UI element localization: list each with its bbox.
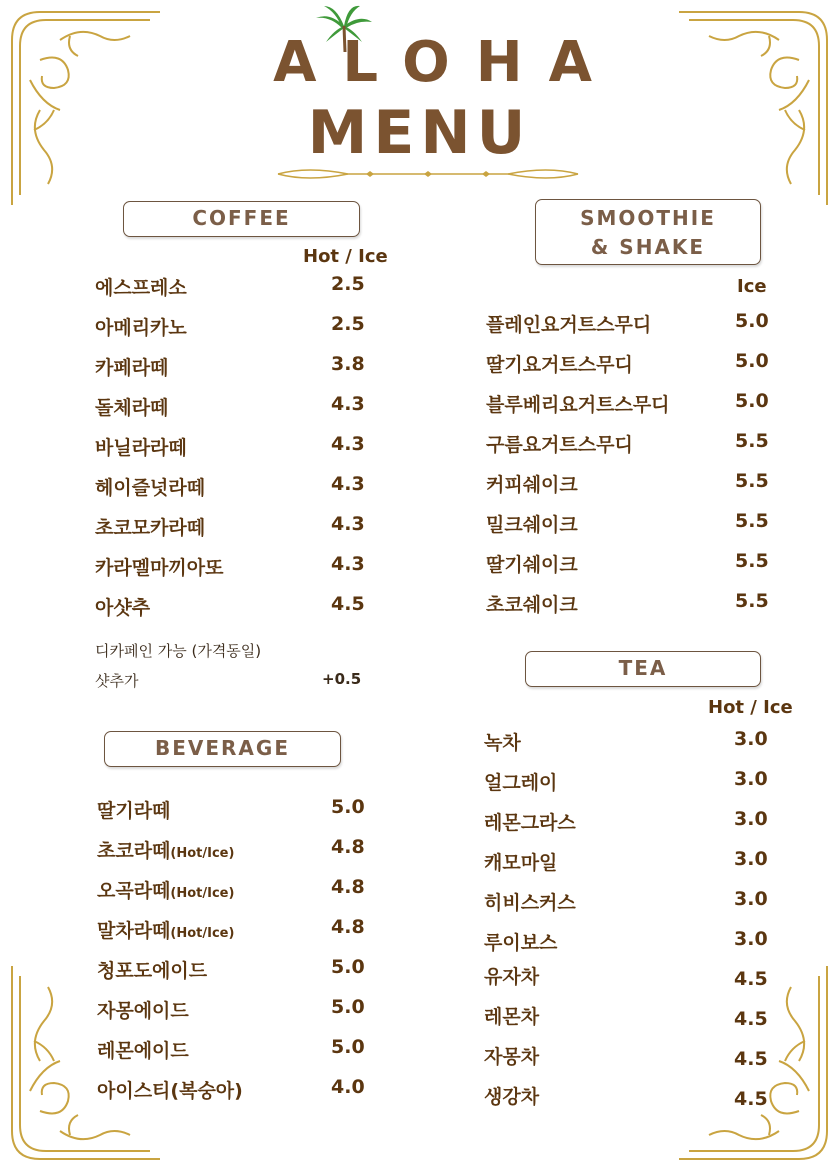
menu-item-name [484, 728, 521, 755]
menu-item-name [95, 313, 187, 340]
menu-item-name [484, 1042, 539, 1069]
menu-item-name-text: 레몬에이드 [97, 1040, 189, 1062]
menu-item-name-text: 초코쉐이크 [486, 594, 578, 616]
menu-item-name-text: 녹차 [484, 732, 521, 754]
menu-item-price: 5.5 [735, 550, 769, 572]
menu-item-temp-note: (Hot/Ice) [170, 926, 235, 941]
menu-item-name-text: 자몽차 [484, 1046, 540, 1068]
coffee-section-header: COFFEE [123, 201, 360, 237]
menu-item-name [95, 433, 187, 460]
menu-item-name [97, 1036, 189, 1063]
menu-item-price: 3.0 [734, 928, 768, 950]
menu-item-name [97, 956, 207, 983]
menu-item [97, 836, 391, 866]
menu-item-name-text: 플레인요거트스무디 [486, 314, 652, 336]
menu-item-name-text: 청포도에이드 [97, 960, 208, 982]
menu-item-name [484, 888, 576, 915]
menu-item [97, 1076, 391, 1106]
menu-item-name [486, 430, 633, 457]
menu-item [95, 393, 391, 423]
menu-item-name-text: 얼그레이 [484, 772, 558, 794]
menu-item-name-text: 유자차 [484, 966, 540, 988]
menu-item [484, 1042, 794, 1072]
menu-item-name-text: 아메리카노 [95, 317, 187, 339]
menu-item-name [486, 550, 578, 577]
menu-item-name [95, 353, 168, 380]
menu-item [484, 848, 794, 878]
menu-item-name-text: 자몽에이드 [97, 1000, 189, 1022]
menu-item-price: 5.0 [331, 956, 365, 978]
menu-item-name [97, 996, 189, 1023]
menu-item-name-text: 초코라떼 [97, 840, 171, 862]
menu-item [486, 470, 795, 500]
menu-item-price: 5.5 [735, 430, 769, 452]
menu-item [95, 353, 391, 383]
decaf-note: 디카페인 가능 (가격동일) [95, 642, 262, 660]
menu-item-price: 4.5 [734, 968, 768, 990]
menu-item [484, 1082, 794, 1112]
menu-item-price: 5.0 [331, 1036, 365, 1058]
divider-flourish-icon [268, 166, 588, 182]
menu-item-price: 4.0 [331, 1076, 365, 1098]
menu-item-name [484, 928, 557, 955]
menu-item-name [95, 593, 150, 620]
menu-item-name-text: 카페라떼 [95, 357, 169, 379]
coffee-column-label: Hot / Ice [303, 246, 388, 267]
menu-item [484, 888, 794, 918]
menu-item-price: 4.3 [331, 473, 365, 495]
menu-item-name-text: 돌체라떼 [95, 397, 169, 419]
menu-item-name [486, 310, 651, 337]
menu-item-price: 4.3 [331, 513, 365, 535]
menu-item [95, 273, 391, 303]
menu-item-name-text: 헤이즐넛라떼 [95, 477, 206, 499]
menu-item-name-text: 레몬그라스 [484, 812, 576, 834]
menu-item-name [95, 393, 168, 420]
menu-item-name-text: 커피쉐이크 [486, 474, 578, 496]
menu-item-name-text: 딸기라떼 [97, 800, 171, 822]
menu-item [484, 808, 794, 838]
menu-item-price: 5.0 [735, 310, 769, 332]
menu-item-price: 5.0 [331, 996, 365, 1018]
smoothie-column-label: Ice [737, 276, 767, 297]
menu-item-price: 4.3 [331, 433, 365, 455]
menu-item-price: 5.5 [735, 470, 769, 492]
menu-item-price: 2.5 [331, 313, 365, 335]
menu-item-name-text: 아이스티(복숭아) [97, 1080, 243, 1102]
menu-item-name [486, 390, 670, 417]
menu-item-name-text: 딸기쉐이크 [486, 554, 578, 576]
menu-item-price: 5.0 [735, 350, 769, 372]
menu-item-price: 4.3 [331, 393, 365, 415]
menu-item-name [95, 553, 223, 580]
extra-shot-label: 샷추가 [95, 672, 139, 690]
menu-item [97, 916, 391, 946]
menu-item-name [97, 796, 170, 823]
menu-item [97, 956, 391, 986]
extra-shot-price: +0.5 [322, 670, 362, 688]
menu-item [486, 350, 795, 380]
menu-item [95, 593, 391, 623]
menu-item [97, 1036, 391, 1066]
menu-item [95, 433, 391, 463]
menu-item-price: 3.0 [734, 808, 768, 830]
smoothie-section-header: SMOOTHIE & SHAKE [535, 199, 761, 265]
menu-item [486, 430, 795, 460]
menu-item-name-text: 아샷추 [95, 597, 151, 619]
menu-item [484, 768, 794, 798]
menu-item-price: 4.8 [331, 876, 365, 898]
menu-item-temp-note: (Hot/Ice) [170, 846, 235, 861]
menu-item-name [95, 273, 187, 300]
menu-item [484, 928, 794, 958]
menu-item-price: 3.0 [734, 728, 768, 750]
menu-item-price: 5.5 [735, 510, 769, 532]
menu-item-temp-note: (Hot/Ice) [170, 886, 235, 901]
menu-item-name-text: 캐모마일 [484, 852, 558, 874]
menu-item-price: 4.5 [734, 1008, 768, 1030]
menu-item-price: 4.8 [331, 916, 365, 938]
tea-column-label: Hot / Ice [708, 697, 793, 718]
menu-item-name-text: 카라멜마끼아또 [95, 557, 224, 579]
menu-item-price: 5.0 [735, 390, 769, 412]
menu-item-name [486, 350, 633, 377]
menu-item [97, 876, 391, 906]
menu-item-name [97, 1076, 243, 1103]
menu-item-name-text: 레몬차 [484, 1006, 540, 1028]
menu-item-name-text: 오곡라떼 [97, 880, 171, 902]
menu-item [97, 796, 391, 826]
menu-item-name [95, 513, 205, 540]
menu-item-name-text: 구름요거트스무디 [486, 434, 633, 456]
menu-item-name [484, 1002, 539, 1029]
menu-item-name-text: 바닐라라떼 [95, 437, 187, 459]
menu-item-price: 4.3 [331, 553, 365, 575]
tea-section-header: TEA [525, 651, 761, 687]
menu-item-name [486, 590, 578, 617]
menu-item [95, 313, 391, 343]
menu-item [97, 996, 391, 1026]
menu-item-name [486, 470, 578, 497]
menu-item-price: 3.0 [734, 848, 768, 870]
menu-item-name [484, 768, 557, 795]
menu-item-price: 4.5 [734, 1088, 768, 1110]
menu-item [486, 550, 795, 580]
menu-item-price: 3.0 [734, 768, 768, 790]
menu-item-name [484, 962, 539, 989]
menu-item-name [484, 848, 557, 875]
menu-item-price: 4.5 [734, 1048, 768, 1070]
menu-item-name-text: 루이보스 [484, 932, 558, 954]
menu-item [484, 962, 794, 992]
menu-item [484, 1002, 794, 1032]
menu-item-name-text: 히비스커스 [484, 892, 576, 914]
menu-item [95, 473, 391, 503]
menu-item-price: 5.0 [331, 796, 365, 818]
menu-item-name-text: 밀크쉐이크 [486, 514, 578, 536]
menu-item-price: 3.8 [331, 353, 365, 375]
menu-item-name [486, 510, 578, 537]
menu-item-name [95, 473, 205, 500]
menu-item-name-text: 생강차 [484, 1086, 540, 1108]
menu-item [486, 590, 795, 620]
menu-item-price: 3.0 [734, 888, 768, 910]
menu-item [484, 728, 794, 758]
menu-item-name-text: 블루베리요거트스무디 [486, 394, 670, 416]
menu-title-aloha: ALOHA [273, 30, 618, 95]
menu-item [95, 513, 391, 543]
menu-item-name-text: 말차라떼 [97, 920, 171, 942]
menu-item [486, 310, 795, 340]
menu-item [486, 510, 795, 540]
menu-item-name [97, 876, 234, 903]
menu-item-name-text: 초코모카라떼 [95, 517, 206, 539]
beverage-section-header: BEVERAGE [104, 731, 341, 767]
menu-item-price: 4.8 [331, 836, 365, 858]
menu-item-name [484, 1082, 539, 1109]
menu-title-menu: MENU [307, 98, 532, 168]
menu-item-price: 4.5 [331, 593, 365, 615]
menu-item-name-text: 딸기요거트스무디 [486, 354, 633, 376]
menu-item-name [97, 836, 234, 863]
menu-item [486, 390, 795, 420]
menu-item-price: 2.5 [331, 273, 365, 295]
menu-item [95, 553, 391, 583]
menu-item-name-text: 에스프레소 [95, 277, 187, 299]
menu-item-name [484, 808, 576, 835]
menu-item-name [97, 916, 234, 943]
menu-item-price: 5.5 [735, 590, 769, 612]
